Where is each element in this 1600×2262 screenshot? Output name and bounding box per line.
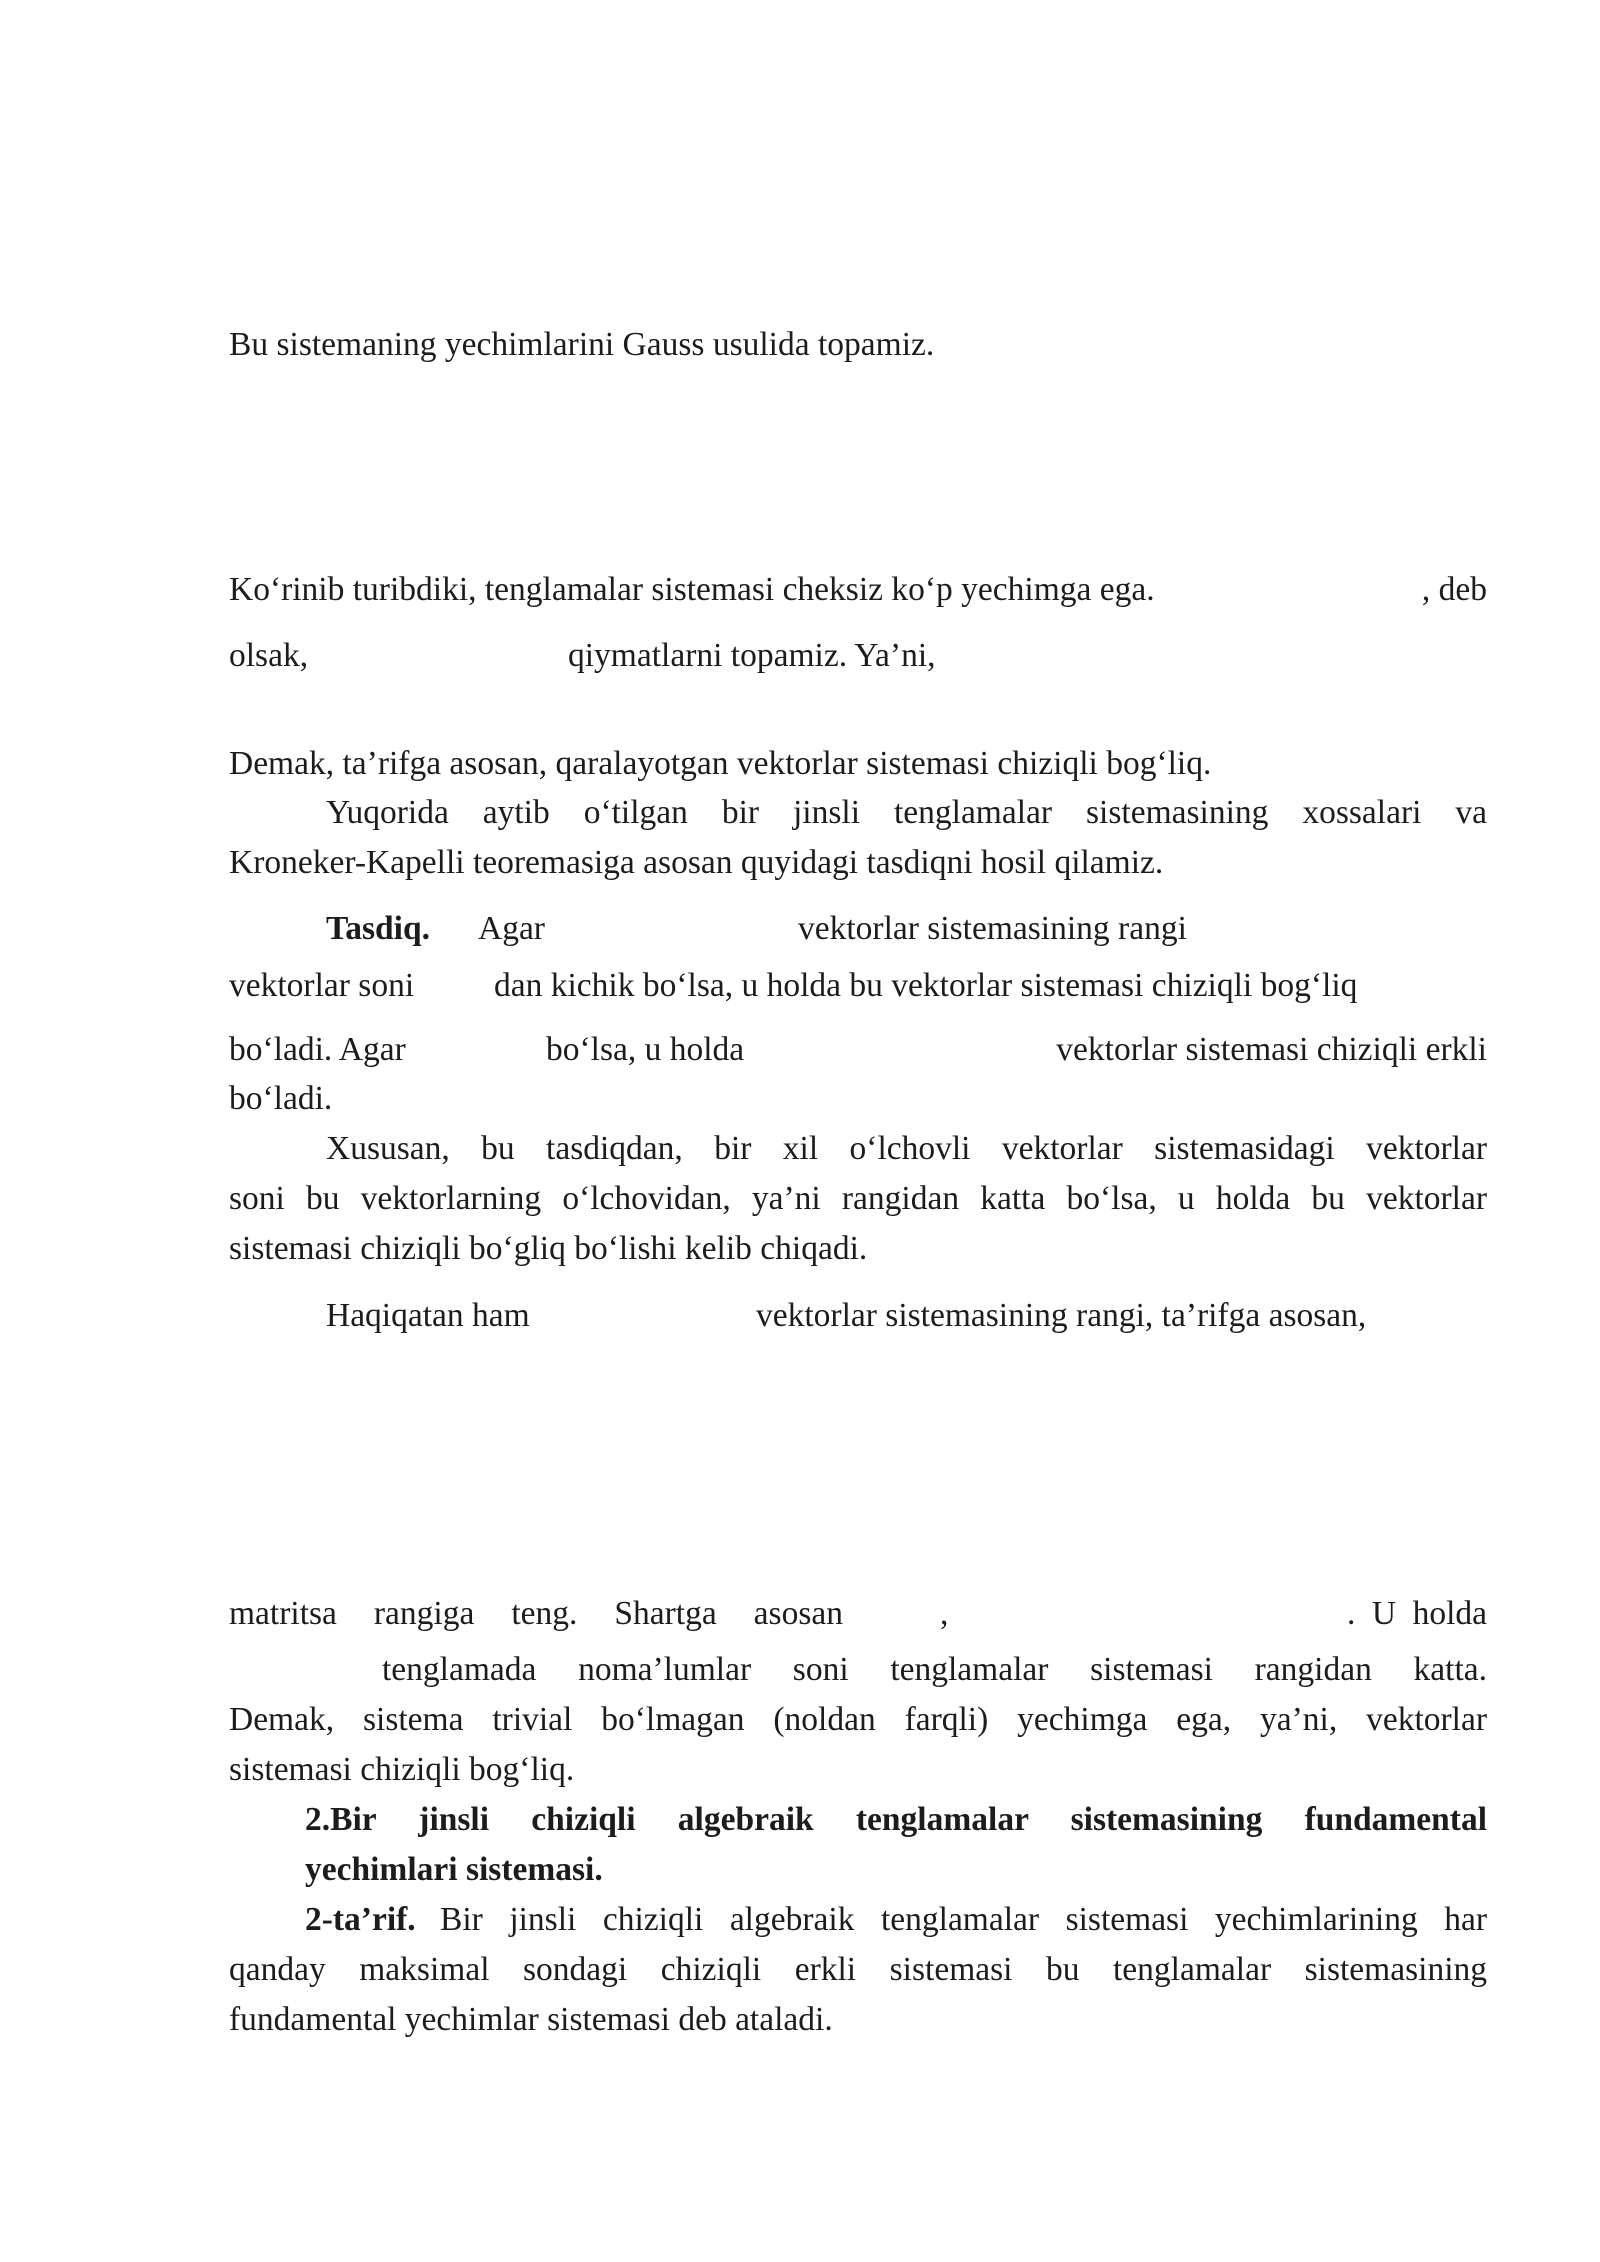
text-unknowns-greater: tenglamada noma’lumlar soni tenglamalar sistemasi rangidan katta.	[382, 1651, 1487, 1688]
text-haqiqatan-ham: Haqiqatan ham	[326, 1297, 530, 1334]
section-heading-line2: yechimlari sistemasi.	[305, 1851, 603, 1888]
text-boladi-agar: bo‘ladi. Agar	[229, 1031, 406, 1068]
paragraph-nontrivial-line1: Demak, sistema trivial bo‘lmagan (noldan farqli) yechimga ega, ya’ni, vektorlar	[229, 1701, 1487, 1738]
text-bolsa-u-holda: bo‘lsa, u holda	[546, 1031, 745, 1068]
definition-line2: qanday maksimal sondagi chiziqli erkli sistemasi bu tenglamalar sistemasining	[229, 1951, 1487, 1988]
definition-label: 2-ta’rif.	[305, 1901, 416, 1938]
text-agar: Agar	[478, 910, 545, 947]
definition-line1: Bir jinsli chiziqli algebraik tenglamalar sistemasi yechimlarining har	[440, 1901, 1487, 1938]
paragraph-conclusion-dependent: Demak, ta’rifga asosan, qaralayotgan vektorlar sistemasi chiziqli bog‘liq.	[229, 745, 1212, 782]
paragraph-gauss-intro: Bu sistemaning yechimlarini Gauss usulida topamiz.	[229, 326, 935, 363]
statement-label: Tasdiq.	[326, 910, 431, 947]
text-u-holda: . U holda	[1347, 1595, 1487, 1632]
paragraph-properties-line1: Yuqorida aytib o‘tilgan bir jinsli tenglamalar sistemasining xossalari va	[326, 794, 1487, 831]
paragraph-corollary-line2: soni bu vektorlarning o‘lchovidan, ya’ni rangidan katta bo‘lsa, u holda bu vektorlar	[229, 1180, 1487, 1217]
paragraph-infinite-solutions: Ko‘rinib turibdiki, tenglamalar sistemasi cheksiz ko‘p yechimga ega.	[229, 571, 1155, 608]
paragraph-nontrivial-line2: sistemasi chiziqli bog‘liq.	[229, 1751, 575, 1788]
text-matrix-rank: matritsa rangiga teng. Shartga asosan	[229, 1595, 843, 1632]
text-olsak: olsak,	[229, 637, 309, 674]
text-less-than-dependent: dan kichik bo‘lsa, u holda bu vektorlar sistemasi chiziqli bog‘liq	[494, 967, 1358, 1004]
section-heading-line1: 2.Bir jinsli chiziqli algebraik tenglamalar sistemasining fundamental	[305, 1801, 1487, 1838]
text-boladi: bo‘ladi.	[229, 1080, 333, 1117]
text-rank-by-definition: vektorlar sistemasining rangi, ta’rifga asosan,	[756, 1297, 1367, 1334]
text-find-values: qiymatlarni topamiz. Ya’ni,	[568, 637, 936, 674]
paragraph-properties-line2: Kroneker-Kapelli teoremasiga asosan quyidagi tasdiqni hosil qilamiz.	[229, 844, 1164, 881]
paragraph-corollary-line3: sistemasi chiziqli bo‘gliq bo‘lishi kelib chiqadi.	[229, 1230, 868, 1267]
text-vector-count: vektorlar soni	[229, 967, 415, 1004]
text-independent: vektorlar sistemasi chiziqli erkli	[1056, 1031, 1487, 1068]
text-vector-rank: vektorlar sistemasining rangi	[798, 910, 1187, 947]
definition-line3: fundamental yechimlar sistemasi deb ataladi.	[229, 2001, 833, 2038]
text-deb: , deb	[1421, 571, 1487, 608]
text-comma: ,	[940, 1595, 949, 1632]
paragraph-corollary-line1: Xususan, bu tasdiqdan, bir xil o‘lchovli vektorlar sistemasidagi vektorlar	[326, 1130, 1487, 1167]
